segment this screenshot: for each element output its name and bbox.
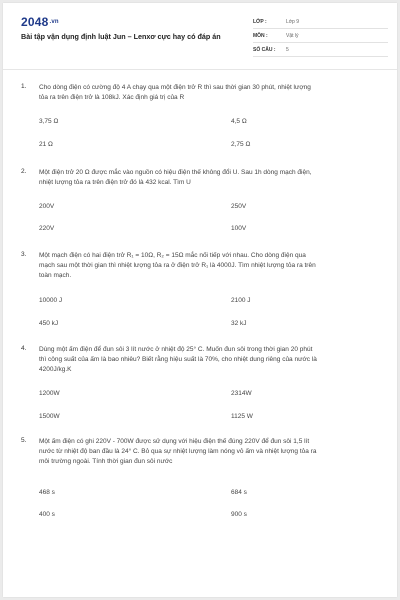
- logo-text: 2048: [21, 15, 49, 29]
- answer-option-d[interactable]: 900 s: [231, 511, 247, 518]
- answer-option-b[interactable]: 2100 J: [231, 297, 251, 304]
- worksheet-title: Bài tập vận dụng định luật Jun – Lenxơ cực hay có đáp án: [21, 32, 221, 41]
- answer-option-d[interactable]: 1125 W: [231, 413, 253, 420]
- question-number: 1.: [21, 83, 27, 90]
- question-line: nhiệt lượng tỏa ra trên điện trở đó là 432 kcal. Tìm U: [39, 179, 191, 186]
- meta-subject-label: MÔN :: [253, 33, 268, 39]
- question-line: mạch sau một thời gian thì nhiệt lượng tỏa ra ở điện trở R₁ là 4000J. Tìm nhiệt lượng tỏa ra trên: [39, 262, 316, 269]
- question-text: [39, 437, 384, 467]
- meta-count-label: SỐ CÂU :: [253, 47, 276, 53]
- question-line: 4200J/kg.K: [39, 366, 72, 373]
- question-line: Một mạch điện có hai điện trở R₁ = 10Ω, R₂ = 15Ω mắc nối tiếp với nhau. Cho dòng điện qua: [39, 252, 306, 259]
- question-number: 2.: [21, 168, 27, 175]
- question-text: [39, 168, 384, 188]
- answer-option-d[interactable]: 2,75 Ω: [231, 141, 251, 148]
- answer-option-b[interactable]: 4,5 Ω: [231, 118, 247, 125]
- answer-option-d[interactable]: 100V: [231, 225, 247, 232]
- worksheet-page: [3, 3, 397, 597]
- question-text: [39, 251, 384, 281]
- question-line: Cho dòng điện có cường độ 4 A chạy qua một điện trở R thì sau thời gian 30 phút, nhiệt lượng: [39, 84, 311, 91]
- logo-suffix: .vn: [49, 19, 59, 25]
- meta-class: [253, 19, 388, 29]
- meta-subject-value: Vật lý: [286, 33, 299, 39]
- answer-option-a[interactable]: 10000 J: [39, 297, 63, 304]
- answer-option-b[interactable]: 250V: [231, 203, 247, 210]
- answer-option-a[interactable]: 468 s: [39, 489, 55, 496]
- answer-option-c[interactable]: 450 kJ: [39, 320, 59, 327]
- answer-option-a[interactable]: 1200W: [39, 390, 60, 397]
- answer-option-d[interactable]: 32 kJ: [231, 320, 247, 327]
- answer-option-c[interactable]: 21 Ω: [39, 141, 53, 148]
- question-line: nước từ nhiệt độ ban đầu là 24° C. Bỏ qua sự nhiệt lượng làm nóng vỏ ấm và nhiệt lượng tỏa ra: [39, 448, 317, 455]
- answer-option-a[interactable]: 3,75 Ω: [39, 118, 59, 125]
- site-logo[interactable]: [21, 15, 59, 29]
- page-header: [3, 3, 397, 69]
- meta-class-value: Lớp 9: [286, 19, 300, 25]
- question-line: môi trường ngoài. Tính thời gian đun sôi nước: [39, 458, 173, 465]
- question-line: Một điện trở 20 Ω được mắc vào nguồn có hiệu điện thế không đổi U. Sau 1h dòng mạch điện,: [39, 169, 312, 176]
- meta-class-label: LỚP :: [253, 19, 267, 25]
- question-number: 5.: [21, 437, 27, 444]
- question-text: [39, 345, 384, 375]
- answer-option-c[interactable]: 400 s: [39, 511, 55, 518]
- question-3: [21, 251, 381, 343]
- answer-option-a[interactable]: 200V: [39, 203, 55, 210]
- answer-option-b[interactable]: 2314W: [231, 390, 252, 397]
- question-line: Dùng một ấm điện để đun sôi 3 lít nước ở nhiệt độ 25° C. Muốn đun sôi trong thời gian 20 phút: [39, 346, 313, 353]
- answer-option-b[interactable]: 684 s: [231, 489, 247, 496]
- question-line: thì công suất của ấm là bao nhiêu? Biết rằng hiệu suất là 70%, cho nhiệt dung riêng của nước là: [39, 356, 317, 363]
- header-divider: [3, 69, 397, 70]
- meta-subject: [253, 33, 388, 43]
- question-line: tỏa ra trên điện trở là 108kJ. Xác định giá trị của R: [39, 94, 185, 101]
- question-2: [21, 168, 381, 248]
- question-text: [39, 83, 384, 103]
- question-number: 4.: [21, 345, 27, 352]
- question-1: [21, 83, 381, 163]
- question-number: 3.: [21, 251, 27, 258]
- meta-count: [253, 47, 388, 57]
- answer-option-c[interactable]: 220V: [39, 225, 55, 232]
- question-4: [21, 345, 381, 435]
- question-5: [21, 437, 381, 527]
- meta-count-value: 5: [286, 47, 289, 53]
- question-line: toàn mạch.: [39, 272, 72, 279]
- question-line: Một ấm điện có ghi 220V - 700W được sử dụng với hiệu điện thế đúng 220V để đun sôi 1,5 lít: [39, 438, 310, 445]
- answer-option-c[interactable]: 1500W: [39, 413, 60, 420]
